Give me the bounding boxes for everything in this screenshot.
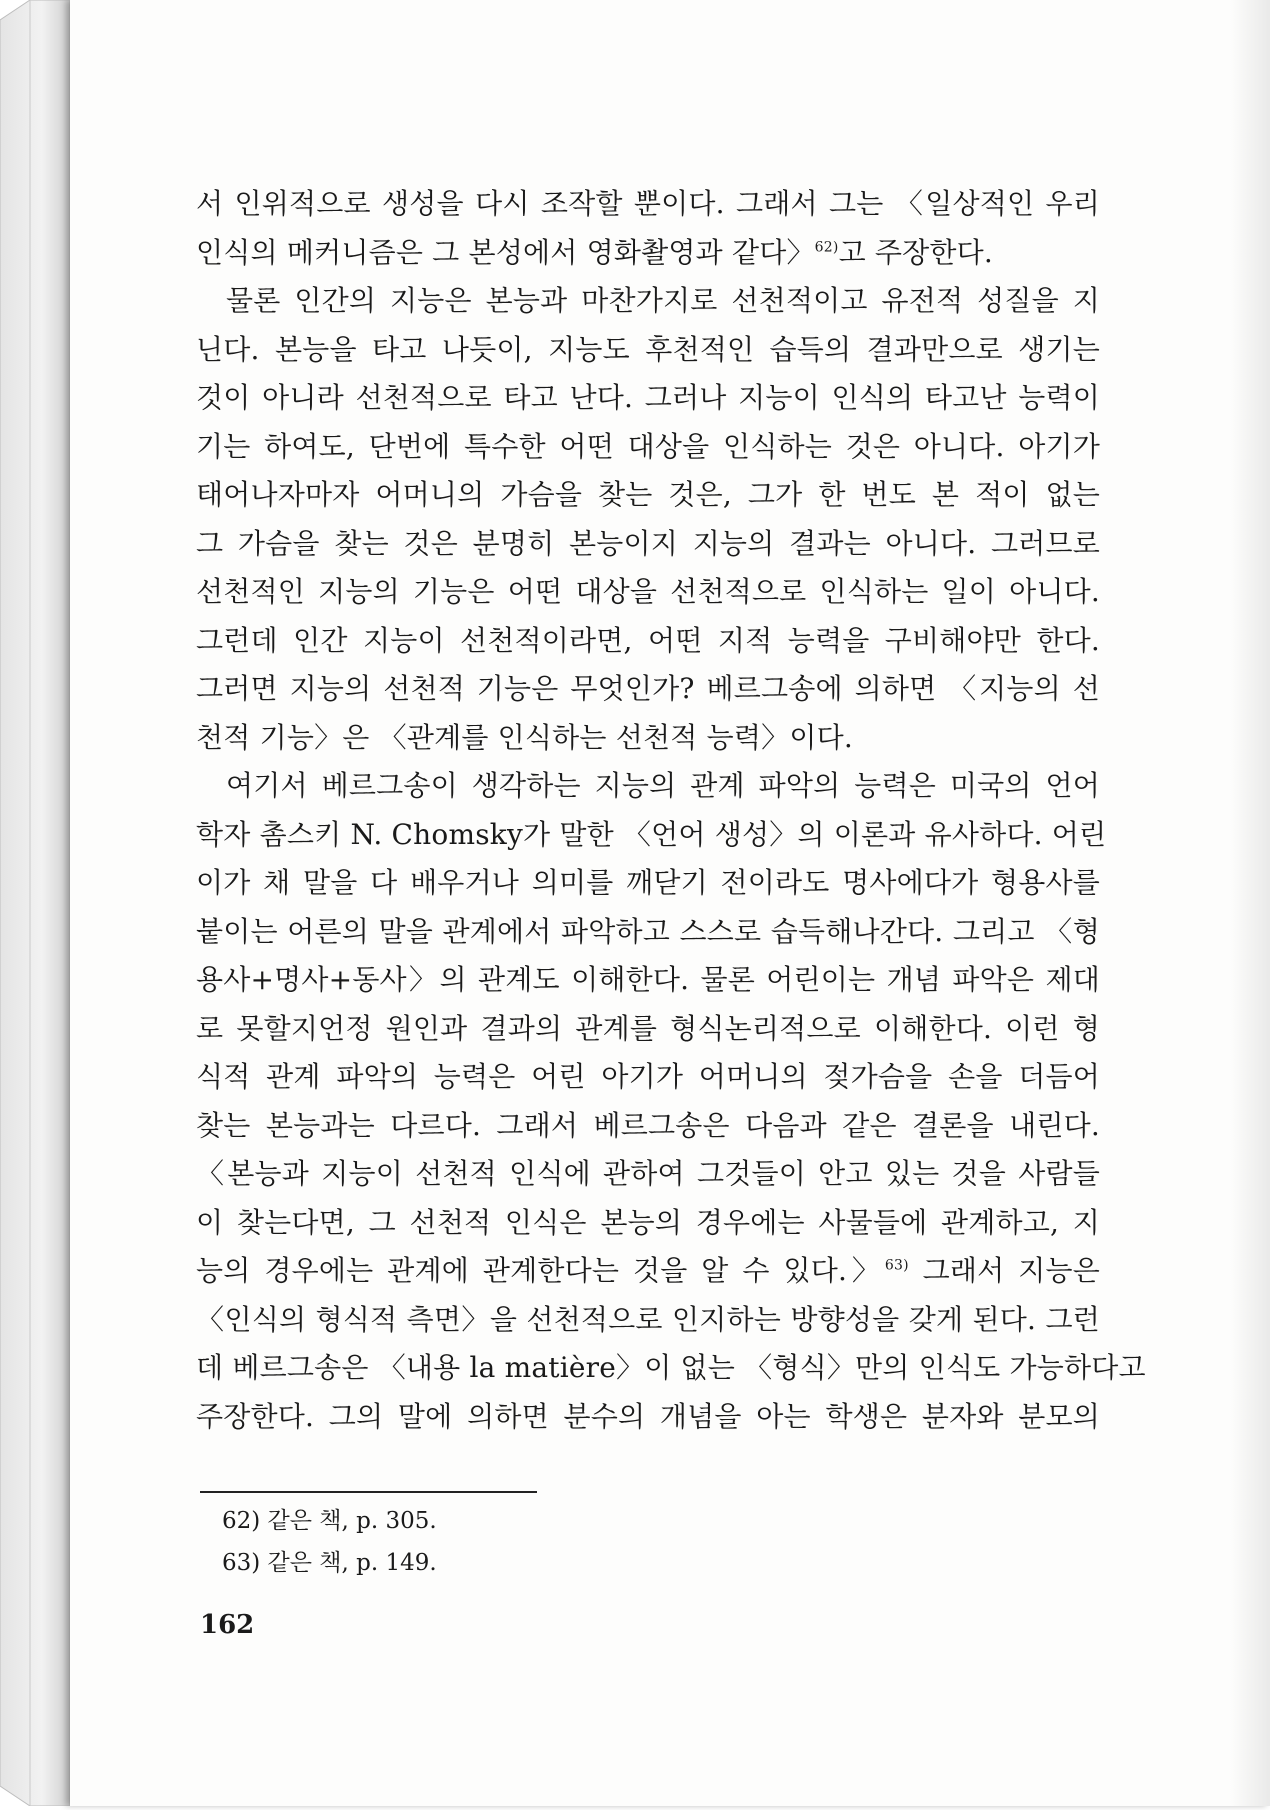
text-line: 이 찾는다면, 그 선천적 인식은 본능의 경우에는 사물들에 관계하고, 지: [196, 1205, 1100, 1239]
text-line: 〈인식의 형식적 측면〉을 선천적으로 인지하는 방향성을 갖게 된다. 그런: [196, 1302, 1100, 1336]
text-line: 그런데 인간 지능이 선천적이라면, 어떤 지적 능력을 구비해야만 한다.: [196, 623, 1100, 657]
text-line: 기는 하여도, 단번에 특수한 어떤 대상을 인식하는 것은 아니다. 아기가: [196, 429, 1100, 463]
text-line: 학자 촘스키 N. Chomsky가 말한 〈언어 생성〉의 이론과 유사하다. 어린: [196, 817, 1107, 851]
text-line: 물론 인간의 지능은 본능과 마찬가지로 선천적이고 유전적 성질을 지: [226, 284, 1100, 317]
text-line: 태어나자마자 어머니의 가슴을 찾는 것은, 그가 한 번도 본 적이 없는: [196, 478, 1100, 511]
footnote-ref-63: 63): [884, 1257, 909, 1274]
text-line: 이가 채 말을 다 배우거나 의미를 깨닫기 전이라도 명사에다가 형용사를: [196, 866, 1100, 899]
text-line-tail: 고 주장한다.: [838, 235, 994, 269]
text-line: 것이 아니라 선천적으로 타고 난다. 그러나 지능이 인식의 타고난 능력이: [196, 381, 1100, 414]
footnotes: [222, 1500, 822, 1584]
footnote-ref-62: 62): [814, 239, 839, 256]
text-line: 여기서 베르그송이 생각하는 지능의 관계 파악의 능력은 미국의 언어: [226, 769, 1100, 802]
footnote-divider: [200, 1491, 537, 1493]
text-line: 서 인위적으로 생성을 다시 조작할 뿐이다. 그래서 그는 〈일상적인 우리: [196, 187, 1100, 220]
footnote-62: 62) 같은 책, p. 305.: [222, 1508, 437, 1534]
text-line: 선천적인 지능의 기능은 어떤 대상을 선천적으로 인식하는 일이 아니다.: [196, 575, 1100, 608]
text-line-main: 능의 경우에는 관계에 관계한다는 것을 알 수 있다.〉: [196, 1254, 885, 1287]
text-line: 붙이는 어른의 말을 관계에서 파악하고 스스로 습득해나간다. 그리고 〈형: [196, 914, 1100, 948]
page-number: 162: [200, 1610, 255, 1640]
text-line: 그러면 지능의 선천적 기능은 무엇인가? 베르그송에 의하면 〈지능의 선: [196, 672, 1100, 705]
text-line: 용사+명사+동사〉의 관계도 이해한다. 물론 어린이는 개념 파악은 제대: [196, 963, 1100, 996]
text-line: 데 베르그송은 〈내용 la matière〉이 없는 〈형식〉만의 인식도 가능하다고: [196, 1351, 1146, 1384]
footnote-63: 63) 같은 책, p. 149.: [222, 1550, 437, 1576]
page-edge-shadow: [1230, 0, 1270, 1806]
text-line: 그 가슴을 찾는 것은 분명히 본능이지 지능의 결과는 아니다. 그러므로: [196, 526, 1100, 560]
text-line: 닌다. 본능을 타고 나듯이, 지능도 후천적인 습득의 결과만으로 생기는: [196, 332, 1100, 366]
text-line: 천적 기능〉은 〈관계를 인식하는 선천적 능력〉이다.: [196, 720, 853, 754]
text-line-main: 인식의 메커니즘은 그 본성에서 영화촬영과 같다〉: [196, 235, 815, 269]
text-line: [196, 229, 1100, 278]
text-line: 로 못할지언정 원인과 결과의 관계를 형식논리적으로 이해한다. 이런 형: [196, 1011, 1100, 1045]
text-line: 주장한다. 그의 말에 의하면 분수의 개념을 아는 학생은 분자와 분모의: [196, 1399, 1100, 1433]
body-text: [196, 180, 1146, 1441]
text-line: [196, 1247, 1100, 1296]
text-line: 〈본능과 지능이 선천적 인식에 관하여 그것들이 안고 있는 것을 사람들: [196, 1157, 1100, 1190]
text-line: 식적 관계 파악의 능력은 어린 아기가 어머니의 젖가슴을 손을 더듬어: [196, 1060, 1100, 1093]
text-line-tail: 그래서 지능은: [908, 1254, 1100, 1287]
text-line: 찾는 본능과는 다르다. 그래서 베르그송은 다음과 같은 결론을 내린다.: [196, 1108, 1100, 1142]
